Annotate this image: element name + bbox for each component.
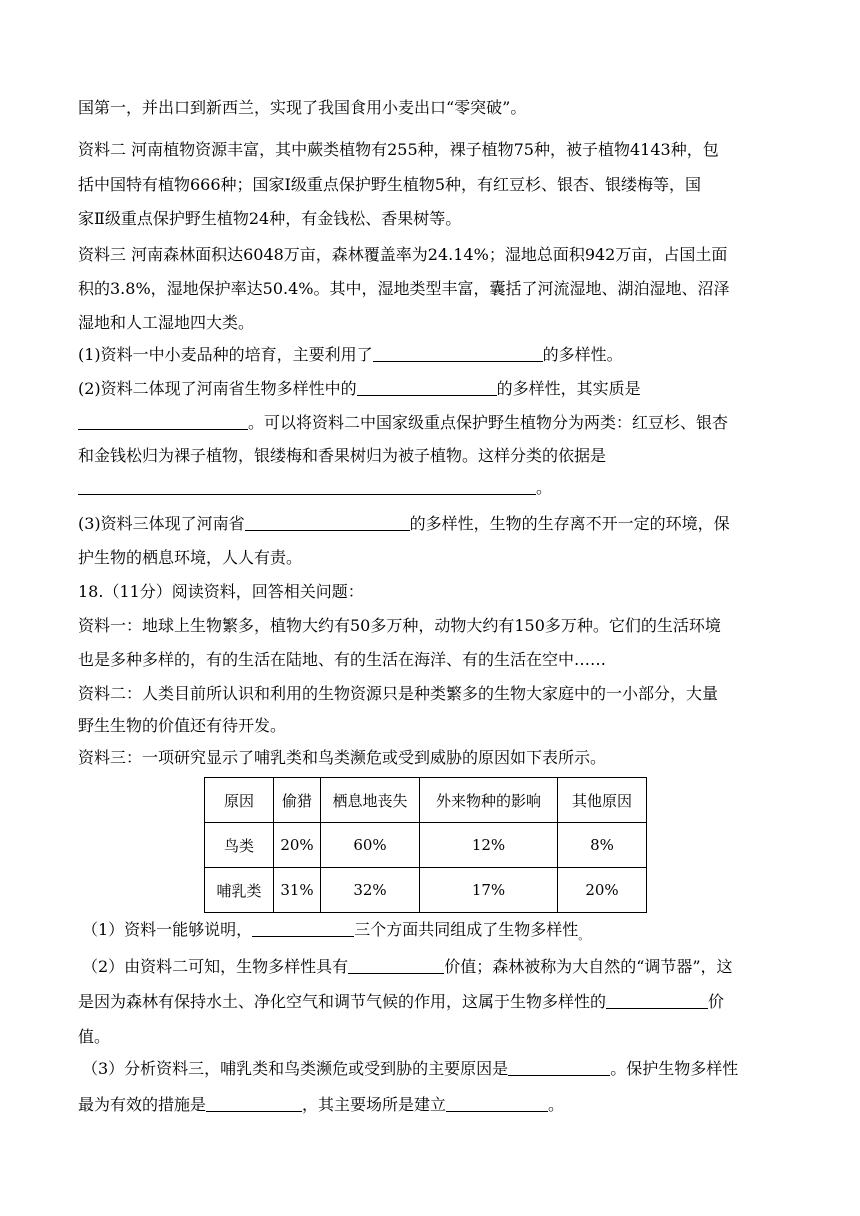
answer-3-cont: 最为有效的措施是 ，其主要场所是建立 。 <box>78 1095 565 1114</box>
answer-blank[interactable] <box>252 920 354 937</box>
text-line: 积的3.8%，湿地保护率达50.4%。其中，湿地类型丰富，囊括了河流湿地、湖泊湿地、沼泽 <box>78 279 730 298</box>
answer-1: （1）资料一能够说明， 三个方面共同组成了生物多样性$_。$ <box>82 920 590 942</box>
answer-blank[interactable] <box>508 1059 610 1076</box>
table-cell: 32% <box>321 868 420 913</box>
table-cell: 栖息地丧失 <box>321 778 420 823</box>
threat-causes-table <box>204 777 647 913</box>
table-cell: 外来物种的影响 <box>420 778 558 823</box>
answer-3: （3）分析资料三，哺乳类和鸟类濒危或受到胁的主要原因是 。保护生物多样性 <box>82 1059 739 1078</box>
answer-blank[interactable] <box>373 345 543 362</box>
text-line: 资料二 河南植物资源丰富，其中蕨类植物有255种，裸子植物75种，被子植物4143种，包 <box>78 140 719 159</box>
question-2: (2)资料二体现了河南省生物多样性中的 的多样性，其实质是 <box>78 379 641 398</box>
table-cell: 20% <box>274 823 321 868</box>
table-cell: 12% <box>420 823 558 868</box>
text-line: 资料一：地球上生物繁多，植物大约有50多万种，动物大约有150多万种。它们的生活环境 <box>78 616 721 635</box>
question-2-end: 。 <box>78 478 552 498</box>
answer-2-cont: 是因为森林有保持水土、净化空气和调节气候的作用，这属于生物多样性的 价 <box>78 992 725 1011</box>
text-line: 湿地和人工湿地四大类。 <box>78 313 255 332</box>
answer-blank[interactable] <box>446 1095 548 1112</box>
text-line: 值。 <box>78 1027 111 1046</box>
table-cell: 8% <box>558 823 647 868</box>
answer-blank[interactable] <box>245 514 410 531</box>
text-line: 资料二：人类目前所认识和利用的生物资源只是种类繁多的生物大家庭中的一小部分，大量 <box>78 684 719 703</box>
text-line: 资料三：一项研究显示了哺乳类和鸟类濒危或受到威胁的原因如下表所示。 <box>78 748 607 767</box>
answer-blank[interactable] <box>357 379 497 396</box>
question-1: (1)资料一中小麦品种的培育，主要利用了 的多样性。 <box>78 345 623 364</box>
table-cell: 鸟类 <box>205 823 274 868</box>
text-line: 资料三 河南森林面积达6048万亩，森林覆盖率为24.14%；湿地总面积942万亩，占国土面 <box>78 245 728 264</box>
table-cell: 60% <box>321 823 420 868</box>
question-2-cont: 。可以将资料二中国家级重点保护野生植物分为两类：红豆杉、银杏 <box>78 413 728 433</box>
text-line: 括中国特有植物666种；国家Ⅰ级重点保护野生植物5种，有红豆杉、银杏、银缕梅等，国 <box>78 175 702 194</box>
text-line: 国第一，并出口到新西兰，实现了我国食用小麦出口“零突破”。 <box>78 98 527 117</box>
table-row <box>205 823 647 868</box>
answer-blank[interactable] <box>348 957 444 974</box>
table-header-row <box>205 778 647 823</box>
table-cell: 原因 <box>205 778 274 823</box>
answer-blank[interactable] <box>606 992 708 1009</box>
answer-blank[interactable] <box>78 413 248 430</box>
answer-blank[interactable] <box>206 1095 302 1112</box>
question-3: (3)资料三体现了河南省 的多样性，生物的生存离不开一定的环境，保 <box>78 514 730 533</box>
answer-blank[interactable] <box>78 478 536 495</box>
table-row <box>205 868 647 913</box>
table-cell: 31% <box>274 868 321 913</box>
text-line: 野生生物的价值还有待开发。 <box>78 716 287 735</box>
text-line: 护生物的栖息环境，人人有责。 <box>78 548 303 567</box>
table-cell: 偷猎 <box>274 778 321 823</box>
table-cell: 哺乳类 <box>205 868 274 913</box>
text-line: 也是多种多样的，有的生活在陆地、有的生活在海洋、有的生活在空中…… <box>78 650 607 669</box>
question-heading: 18.（11分）阅读资料，回答相关问题： <box>78 582 364 601</box>
table-cell: 17% <box>420 868 558 913</box>
answer-2: （2）由资料二可知，生物多样性具有 价值；森林被称为大自然的“调节器”，这 <box>82 957 733 976</box>
text-line: 家Ⅱ级重点保护野生植物24种，有金钱松、香果树等。 <box>78 209 462 228</box>
table-cell: 20% <box>558 868 647 913</box>
text-line: 和金钱松归为裸子植物，银缕梅和香果树归为被子植物。这样分类的依据是 <box>78 446 607 465</box>
table-cell: 其他原因 <box>558 778 647 823</box>
